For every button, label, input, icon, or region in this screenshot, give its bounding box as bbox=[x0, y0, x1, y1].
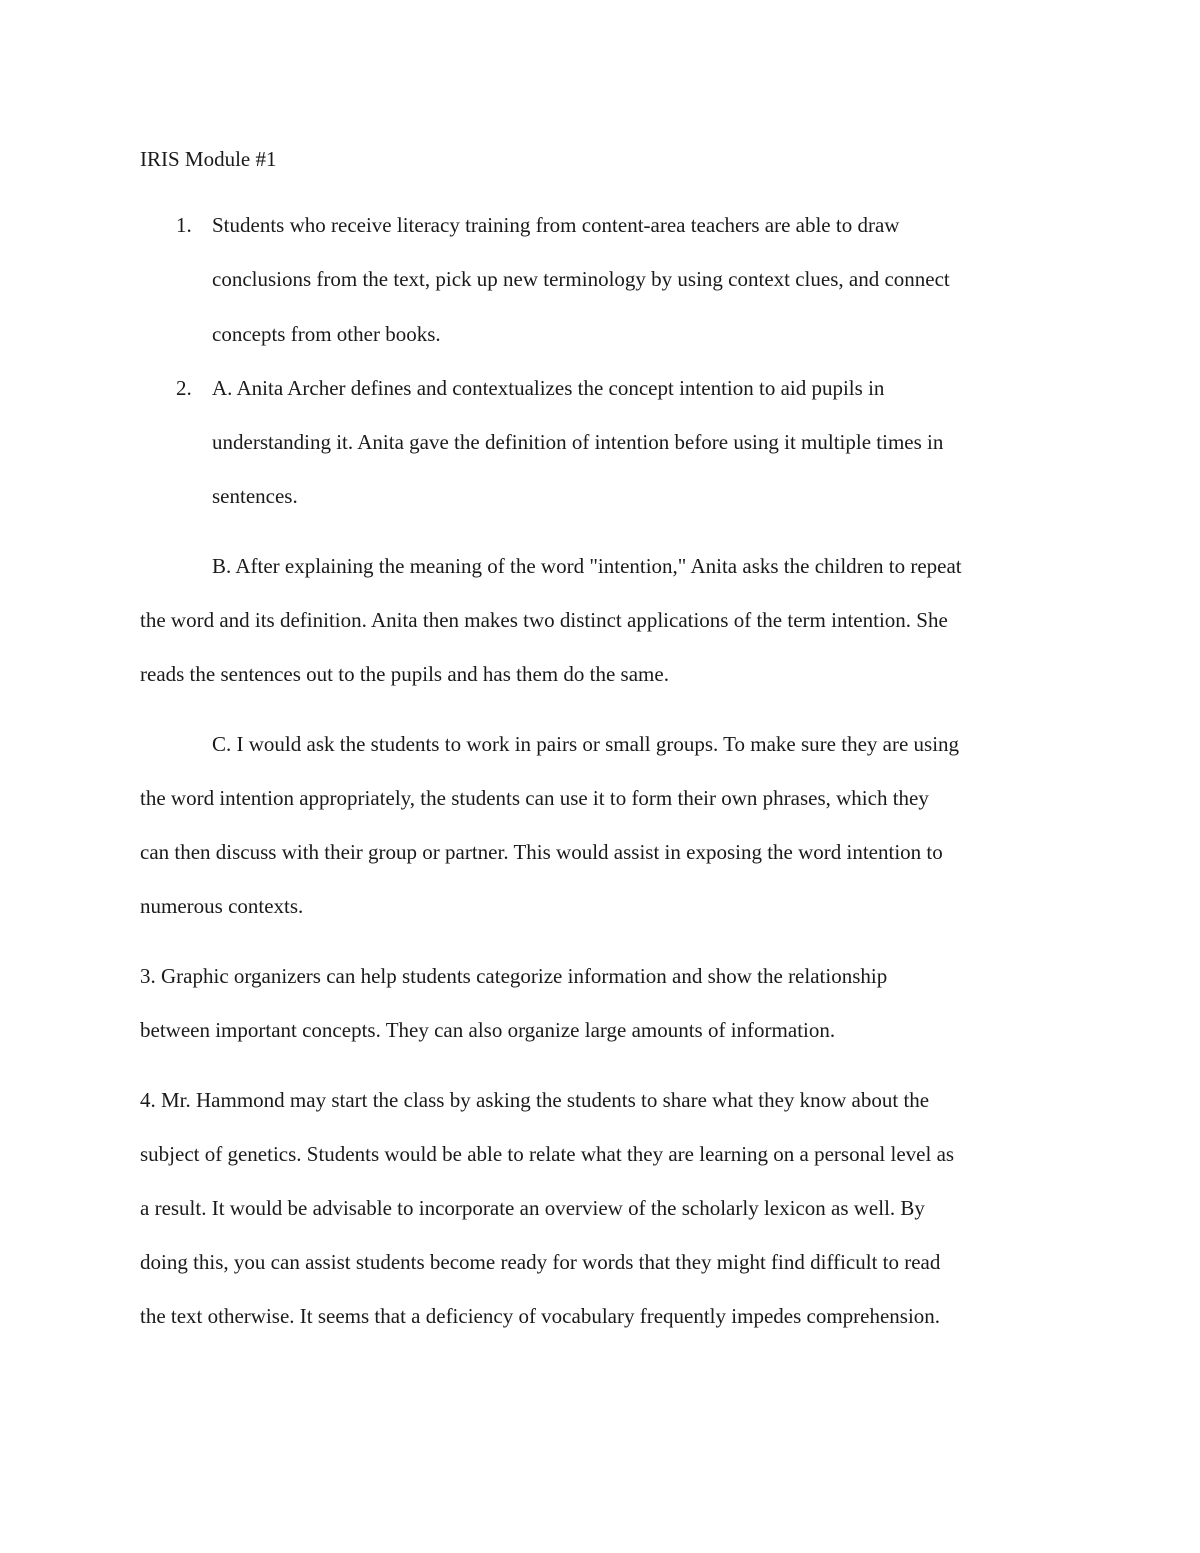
para-3-line-2: between important concepts. They can also organize large amounts of information. bbox=[140, 1018, 836, 1042]
item-1-number: 1. bbox=[176, 213, 192, 237]
document-title: IRIS Module #1 bbox=[140, 147, 277, 171]
para-4-line-4: doing this, you can assist students become ready for words that they might find difficult to read bbox=[140, 1250, 941, 1274]
para-b-line-1: B. After explaining the meaning of the word "intention," Anita asks the children to repeat bbox=[212, 554, 962, 578]
para-b-line-3: reads the sentences out to the pupils and has them do the same. bbox=[140, 662, 669, 686]
para-4-line-3: a result. It would be advisable to incorporate an overview of the scholarly lexicon as well. By bbox=[140, 1196, 925, 1220]
para-c-line-1: C. I would ask the students to work in pairs or small groups. To make sure they are using bbox=[212, 732, 960, 756]
para-c-line-4: numerous contexts. bbox=[140, 894, 304, 918]
item-1-line-3: concepts from other books. bbox=[212, 322, 441, 346]
item-2-line-2: understanding it. Anita gave the definition of intention before using it multiple times in bbox=[212, 430, 944, 454]
para-4-line-1: 4. Mr. Hammond may start the class by asking the students to share what they know about the bbox=[140, 1088, 930, 1112]
para-3-line-1: 3. Graphic organizers can help students categorize information and show the relationship bbox=[140, 964, 888, 988]
para-4-line-5: the text otherwise. It seems that a deficiency of vocabulary frequently impedes comprehension. bbox=[140, 1304, 941, 1328]
item-2-number: 2. bbox=[176, 376, 192, 400]
para-b-line-2: the word and its definition. Anita then makes two distinct applications of the term intention. She bbox=[140, 608, 948, 632]
item-1-line-2: conclusions from the text, pick up new terminology by using context clues, and connect bbox=[212, 267, 950, 291]
item-1-line-1: Students who receive literacy training from content-area teachers are able to draw bbox=[212, 213, 900, 237]
item-2-line-3: sentences. bbox=[212, 484, 298, 508]
para-4-line-2: subject of genetics. Students would be able to relate what they are learning on a personal level as bbox=[140, 1142, 955, 1166]
para-c-line-2: the word intention appropriately, the students can use it to form their own phrases, which they bbox=[140, 786, 929, 810]
para-c-line-3: can then discuss with their group or partner. This would assist in exposing the word intention to bbox=[140, 840, 943, 864]
item-2-line-1: A. Anita Archer defines and contextualizes the concept intention to aid pupils in bbox=[212, 376, 885, 400]
